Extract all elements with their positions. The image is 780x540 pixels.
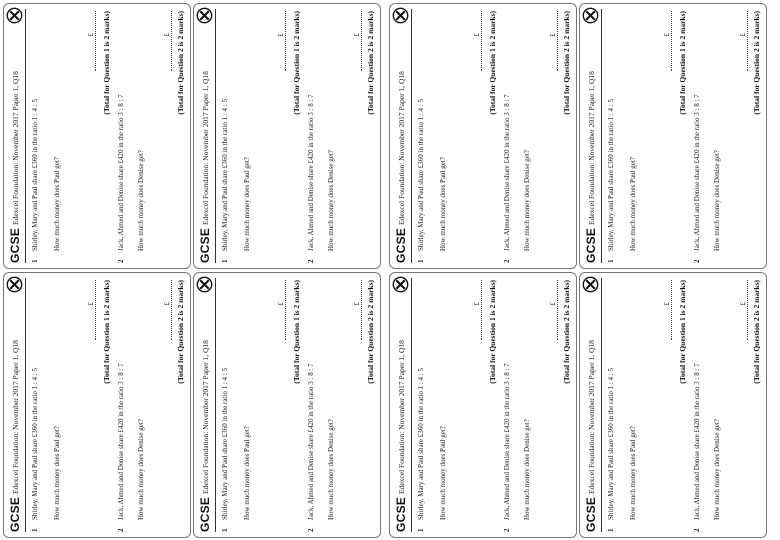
gcse-title: GCSE <box>584 496 598 532</box>
question-number: 2 <box>307 528 315 532</box>
answer-currency: £ <box>163 302 171 306</box>
answer-line <box>95 280 96 340</box>
answer-currency: £ <box>663 302 671 306</box>
question-2-total: (Total for Question 2 is 2 marks) <box>366 280 375 384</box>
maths-logo-icon <box>582 276 599 293</box>
source-line: Edexcel Foundation: November 2017 Paper 1, Q18 <box>11 340 20 494</box>
answer-line <box>747 280 748 340</box>
question-text: How much money does Paul get? <box>439 426 447 520</box>
question-2-total: (Total for Question 2 is 2 marks) <box>752 280 761 384</box>
answer-line <box>285 280 286 340</box>
question-stem: Jack, Ahmed and Denise share £420 in the ratio 3 : 8 : 7 <box>307 94 315 251</box>
question-1-total: (Total for Question 1 is 2 marks) <box>678 280 687 384</box>
source-line: Edexcel Foundation: November 2017 Paper 1, Q18 <box>11 71 20 225</box>
worksheet-card <box>3 3 191 269</box>
worksheet-card <box>193 3 381 269</box>
question-text: How much money does Paul get? <box>243 157 251 251</box>
question-2-total: (Total for Question 2 is 2 marks) <box>176 280 185 384</box>
gcse-title: GCSE <box>394 227 408 263</box>
maths-logo-icon <box>6 7 23 24</box>
answer-line <box>481 280 482 340</box>
answer-line <box>171 11 172 71</box>
question-text: How much money does Paul get? <box>629 157 637 251</box>
question-1-total: (Total for Question 1 is 2 marks) <box>292 280 301 384</box>
card-content <box>581 5 765 267</box>
answer-line <box>481 11 482 71</box>
question-stem: Shirley, Mary and Paul share £360 in the ratio 1 : 4 : 5 <box>607 368 615 520</box>
question-number: 1 <box>31 259 39 263</box>
answer-currency: £ <box>473 302 481 306</box>
answer-line <box>747 11 748 71</box>
question-stem: Jack, Ahmed and Denise share £420 in the ratio 3 : 8 : 7 <box>503 363 511 520</box>
maths-logo-icon <box>392 276 409 293</box>
maths-logo-icon <box>196 7 213 24</box>
card-header <box>583 278 602 532</box>
gcse-title: GCSE <box>8 496 22 532</box>
question-text: How much money does Denise get? <box>137 150 145 251</box>
answer-line <box>285 11 286 71</box>
question-number: 1 <box>221 259 229 263</box>
answer-currency: £ <box>277 33 285 37</box>
card-header <box>583 9 602 263</box>
card-content <box>195 274 379 536</box>
card-header <box>7 9 26 263</box>
answer-currency: £ <box>663 33 671 37</box>
source-line: Edexcel Foundation: November 2017 Paper 1, Q18 <box>397 71 406 225</box>
answer-line <box>671 280 672 340</box>
question-stem: Jack, Ahmed and Denise share £420 in the ratio 3 : 8 : 7 <box>117 94 125 251</box>
question-text: How much money does Paul get? <box>53 157 61 251</box>
answer-line <box>671 11 672 71</box>
question-text: How much money does Paul get? <box>439 157 447 251</box>
card-header <box>393 9 412 263</box>
question-number: 1 <box>221 528 229 532</box>
maths-logo-icon <box>196 276 213 293</box>
source-line: Edexcel Foundation: November 2017 Paper 1, Q18 <box>201 71 210 225</box>
question-stem: Shirley, Mary and Paul share £360 in the ratio 1 : 4 : 5 <box>221 368 229 520</box>
question-text: How much money does Denise get? <box>713 419 721 520</box>
question-text: How much money does Denise get? <box>327 419 335 520</box>
source-line: Edexcel Foundation: November 2017 Paper 1, Q18 <box>201 340 210 494</box>
question-2-total: (Total for Question 2 is 2 marks) <box>176 11 185 115</box>
question-text: How much money does Paul get? <box>243 426 251 520</box>
answer-currency: £ <box>739 302 747 306</box>
card-header <box>197 278 216 532</box>
card-content <box>391 274 575 536</box>
question-stem: Jack, Ahmed and Denise share £420 in the ratio 3 : 8 : 7 <box>693 94 701 251</box>
question-text: How much money does Denise get? <box>523 150 531 251</box>
question-stem: Jack, Ahmed and Denise share £420 in the ratio 3 : 8 : 7 <box>693 363 701 520</box>
question-number: 1 <box>607 259 615 263</box>
gcse-title: GCSE <box>584 227 598 263</box>
card-content <box>5 274 189 536</box>
question-1-total: (Total for Question 1 is 2 marks) <box>102 280 111 384</box>
question-1-total: (Total for Question 1 is 2 marks) <box>678 11 687 115</box>
question-number: 2 <box>307 259 315 263</box>
maths-logo-icon <box>582 7 599 24</box>
answer-currency: £ <box>163 33 171 37</box>
source-line: Edexcel Foundation: November 2017 Paper 1, Q18 <box>397 340 406 494</box>
question-number: 1 <box>31 528 39 532</box>
maths-logo-icon <box>392 7 409 24</box>
answer-line <box>361 11 362 71</box>
question-stem: Shirley, Mary and Paul share £360 in the ratio 1 : 4 : 5 <box>417 368 425 520</box>
question-stem: Shirley, Mary and Paul share £360 in the ratio 1 : 4 : 5 <box>607 99 615 251</box>
question-text: How much money does Denise get? <box>327 150 335 251</box>
worksheet-card <box>193 272 381 538</box>
card-content <box>391 5 575 267</box>
answer-currency: £ <box>353 33 361 37</box>
question-1-total: (Total for Question 1 is 2 marks) <box>488 11 497 115</box>
answer-currency: £ <box>549 33 557 37</box>
question-number: 2 <box>693 259 701 263</box>
question-stem: Shirley, Mary and Paul share £360 in the ratio 1 : 4 : 5 <box>417 99 425 251</box>
question-stem: Jack, Ahmed and Denise share £420 in the ratio 3 : 8 : 7 <box>503 94 511 251</box>
question-2-total: (Total for Question 2 is 2 marks) <box>562 280 571 384</box>
question-stem: Shirley, Mary and Paul share £360 in the ratio 1 : 4 : 5 <box>31 368 39 520</box>
question-number: 2 <box>693 528 701 532</box>
worksheet-card <box>389 3 577 269</box>
question-number: 2 <box>117 259 125 263</box>
question-number: 2 <box>503 528 511 532</box>
card-content <box>5 5 189 267</box>
gcse-title: GCSE <box>8 227 22 263</box>
gcse-title: GCSE <box>394 496 408 532</box>
card-content <box>195 5 379 267</box>
question-stem: Jack, Ahmed and Denise share £420 in the ratio 3 : 8 : 7 <box>117 363 125 520</box>
question-2-total: (Total for Question 2 is 2 marks) <box>752 11 761 115</box>
maths-logo-icon <box>6 276 23 293</box>
card-header <box>197 9 216 263</box>
answer-currency: £ <box>549 302 557 306</box>
gcse-title: GCSE <box>198 227 212 263</box>
worksheet-card <box>389 272 577 538</box>
question-number: 1 <box>417 528 425 532</box>
question-1-total: (Total for Question 1 is 2 marks) <box>102 11 111 115</box>
question-stem: Shirley, Mary and Paul share £360 in the ratio 1 : 4 : 5 <box>221 99 229 251</box>
question-2-total: (Total for Question 2 is 2 marks) <box>562 11 571 115</box>
source-line: Edexcel Foundation: November 2017 Paper 1, Q18 <box>587 71 596 225</box>
answer-line <box>361 280 362 340</box>
question-2-total: (Total for Question 2 is 2 marks) <box>366 11 375 115</box>
question-stem: Shirley, Mary and Paul share £360 in the ratio 1 : 4 : 5 <box>31 99 39 251</box>
question-number: 2 <box>117 528 125 532</box>
answer-currency: £ <box>739 33 747 37</box>
card-header <box>393 278 412 532</box>
question-number: 1 <box>417 259 425 263</box>
worksheet-card <box>3 272 191 538</box>
worksheet-card <box>579 272 767 538</box>
answer-currency: £ <box>87 302 95 306</box>
answer-currency: £ <box>277 302 285 306</box>
card-content <box>581 274 765 536</box>
answer-line <box>557 11 558 71</box>
question-text: How much money does Denise get? <box>713 150 721 251</box>
question-text: How much money does Paul get? <box>629 426 637 520</box>
answer-line <box>557 280 558 340</box>
question-1-total: (Total for Question 1 is 2 marks) <box>292 11 301 115</box>
answer-currency: £ <box>353 302 361 306</box>
gcse-title: GCSE <box>198 496 212 532</box>
question-number: 1 <box>607 528 615 532</box>
answer-currency: £ <box>87 33 95 37</box>
question-number: 2 <box>503 259 511 263</box>
question-text: How much money does Paul get? <box>53 426 61 520</box>
question-text: How much money does Denise get? <box>137 419 145 520</box>
card-header <box>7 278 26 532</box>
worksheet-card <box>579 3 767 269</box>
question-text: How much money does Denise get? <box>523 419 531 520</box>
source-line: Edexcel Foundation: November 2017 Paper 1, Q18 <box>587 340 596 494</box>
answer-line <box>95 11 96 71</box>
question-stem: Jack, Ahmed and Denise share £420 in the ratio 3 : 8 : 7 <box>307 363 315 520</box>
question-1-total: (Total for Question 1 is 2 marks) <box>488 280 497 384</box>
answer-line <box>171 280 172 340</box>
answer-currency: £ <box>473 33 481 37</box>
